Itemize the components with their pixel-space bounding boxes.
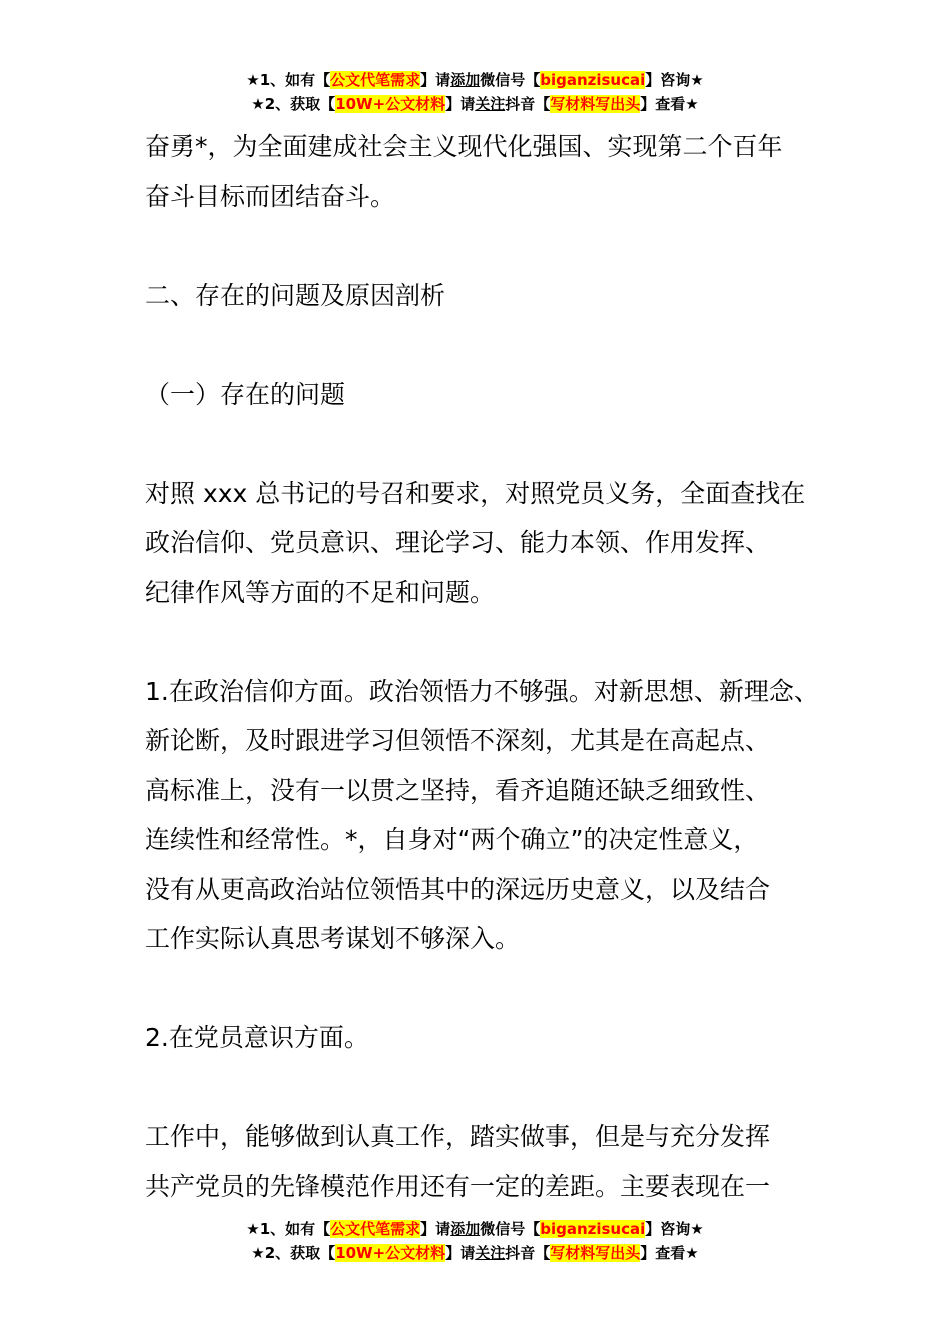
body-line: 新论断，及时跟进学习但领悟不深刻，尤其是在高起点、 bbox=[145, 726, 771, 755]
header-banner bbox=[0, 68, 950, 116]
banner-highlight: 写材料写出头 bbox=[550, 1244, 641, 1262]
banner-line-1 bbox=[0, 68, 950, 92]
paragraph-gap bbox=[145, 419, 835, 469]
banner-text: 】查看★ bbox=[640, 1244, 699, 1262]
banner-text: 抖音【 bbox=[505, 95, 551, 113]
body-line: 工作中，能够做到认真工作，踏实做事，但是与充分发挥 bbox=[145, 1122, 771, 1151]
banner-highlight: 写材料写出头 bbox=[550, 95, 641, 113]
banner-text: ★1、如有【 bbox=[246, 71, 331, 89]
paragraph-gap bbox=[145, 1063, 835, 1113]
banner-text: 】咨询★ bbox=[645, 71, 704, 89]
banner-highlight: 10W+公文材料 bbox=[335, 95, 446, 113]
banner-text: ★2、获取【 bbox=[251, 1244, 336, 1262]
banner-highlight: biganzisucai bbox=[540, 1220, 646, 1238]
banner-text: 】咨询★ bbox=[645, 1220, 704, 1238]
body-line: 奋勇*，为全面建成社会主义现代化强国、实现第二个百年 bbox=[145, 132, 783, 161]
banner-line-1 bbox=[0, 1217, 950, 1241]
body-line: 高标准上，没有一以贯之坚持，看齐追随还缺乏细致性、 bbox=[145, 775, 771, 805]
subsection-heading: （一）存在的问题 bbox=[145, 379, 346, 409]
banner-line-2 bbox=[0, 1241, 950, 1265]
banner-underline: 关注 bbox=[475, 95, 506, 113]
banner-text: 微信号【 bbox=[480, 71, 541, 89]
banner-highlight: 10W+公文材料 bbox=[335, 1244, 446, 1262]
banner-text: 】请 bbox=[445, 95, 476, 113]
paragraph-gap bbox=[145, 221, 835, 271]
body-line: 1.在政治信仰方面。政治领悟力不够强。对新思想、新理念、 bbox=[145, 676, 819, 706]
section-heading: 二、存在的问题及原因剖析 bbox=[145, 280, 446, 310]
banner-text: ★2、获取【 bbox=[251, 95, 336, 113]
body-line: 共产党员的先锋模范作用还有一定的差距。主要表现在一 bbox=[145, 1171, 771, 1201]
body-line: 工作实际认真思考谋划不够深入。 bbox=[145, 924, 521, 953]
banner-text: 】请 bbox=[420, 71, 451, 89]
body-line: 对照 xxx 总书记的号召和要求，对照党员义务，全面查找在 bbox=[145, 478, 806, 508]
paragraph-gap bbox=[145, 617, 835, 667]
banner-underline: 添加 bbox=[450, 71, 481, 89]
banner-text: 】请 bbox=[420, 1220, 451, 1238]
body-line: 连续性和经常性。*，自身对“两个确立”的决定性意义， bbox=[145, 825, 759, 854]
banner-highlight: 公文代笔需求 bbox=[330, 71, 421, 89]
banner-text: 抖音【 bbox=[505, 1244, 551, 1262]
banner-highlight: biganzisucai bbox=[540, 71, 646, 89]
paragraph-gap bbox=[145, 320, 835, 370]
banner-text: 】请 bbox=[445, 1244, 476, 1262]
numbered-heading: 2.在党员意识方面。 bbox=[145, 1023, 369, 1052]
document-body bbox=[145, 122, 835, 1211]
banner-line-2 bbox=[0, 92, 950, 116]
banner-highlight: 公文代笔需求 bbox=[330, 1220, 421, 1238]
paragraph-gap bbox=[145, 964, 835, 1014]
body-line: 奋斗目标而团结奋斗。 bbox=[145, 181, 396, 211]
banner-text: 微信号【 bbox=[480, 1220, 541, 1238]
footer-banner bbox=[0, 1217, 950, 1265]
banner-underline: 关注 bbox=[475, 1244, 506, 1262]
banner-text: 】查看★ bbox=[640, 95, 699, 113]
banner-text: ★1、如有【 bbox=[246, 1220, 331, 1238]
body-line: 纪律作风等方面的不足和问题。 bbox=[145, 577, 496, 607]
body-line: 政治信仰、党员意识、理论学习、能力本领、作用发挥、 bbox=[145, 528, 771, 557]
banner-underline: 添加 bbox=[450, 1220, 481, 1238]
body-line: 没有从更高政治站位领悟其中的深远历史意义，以及结合 bbox=[145, 874, 771, 904]
